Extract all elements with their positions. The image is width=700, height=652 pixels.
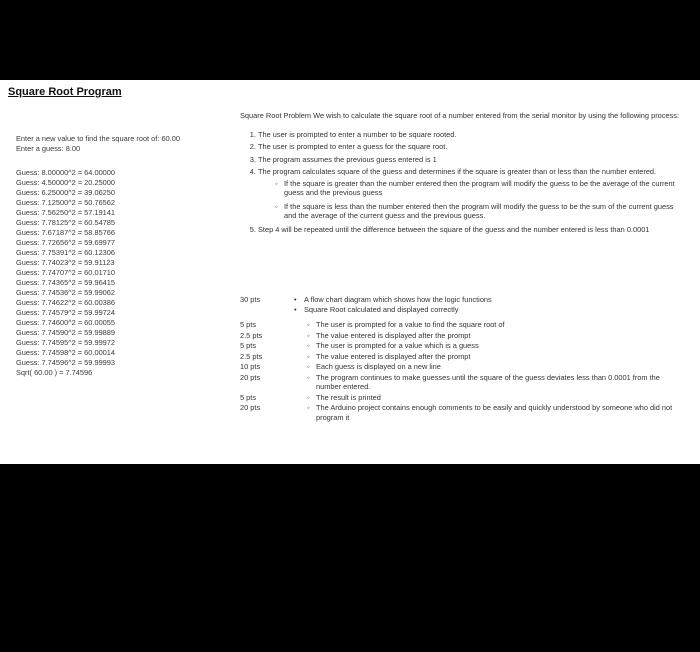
rubric-points: 2.5 pts bbox=[240, 330, 263, 340]
serial-guess-line: Guess: 4.50000^2 = 20.25000 bbox=[16, 178, 116, 187]
rubric-row bbox=[240, 305, 680, 315]
serial-guess-line: Guess: 7.74536^2 = 59.99062 bbox=[16, 288, 116, 297]
serial-guess-line: Guess: 7.74600^2 = 60.00055 bbox=[16, 318, 116, 327]
rubric-points: 2.5 pts bbox=[240, 351, 263, 361]
step-item: 4. The program calculates square of the guess and determines if the square is greater than or less than the number entered. ◦ If the square is greater than the number entered then the program will modify the guess to be the average of the current guess and the previous guess ◦ If the square is less than the number entered then the program will modify the guess to be the sum of the current guess and the average of the current guess and the previous guess. bbox=[258, 167, 680, 221]
rubric-points: 5 pts bbox=[240, 392, 257, 402]
rubric-row bbox=[240, 331, 680, 341]
serial-guess-line: Guess: 7.74596^2 = 59.99993 bbox=[16, 358, 116, 367]
rubric-criterion: ◦ The program continues to make guesses until the square of the guess deviates less than 0.0001 from the number entered. bbox=[290, 373, 680, 392]
step-item: 2. The user is prompted to enter a guess for the square root. bbox=[258, 142, 680, 152]
problem-intro: Square Root Problem We wish to calculate the square root of a number entered from the serial monitor by using the following process: bbox=[240, 111, 680, 120]
rubric-points: 10 pts bbox=[240, 362, 261, 371]
serial-guess-line: Guess: 7.74579^2 = 59.99724 bbox=[16, 308, 116, 317]
step-4-subitems bbox=[258, 179, 680, 221]
problem-statement bbox=[240, 111, 680, 237]
rubric-row bbox=[240, 403, 680, 422]
serial-prompt: Enter a guess: 8.00 bbox=[16, 144, 81, 153]
rubric-points: 5 pts bbox=[240, 341, 257, 350]
rubric-criterion: ◦ The value entered is displayed after the prompt bbox=[290, 331, 680, 341]
serial-result: Sqrt( 60.00 ) = 7.74596 bbox=[16, 368, 93, 377]
serial-guess-line: Guess: 7.74590^2 = 59.99889 bbox=[16, 328, 116, 337]
rubric-criterion: • Square Root calculated and displayed correctly bbox=[290, 305, 680, 315]
serial-guess-line: Guess: 7.74707^2 = 60.01710 bbox=[16, 268, 116, 277]
rubric-criterion: ◦ The value entered is displayed after the prompt bbox=[290, 352, 680, 362]
serial-guess-line: Guess: 7.56250^2 = 57.19141 bbox=[16, 208, 116, 217]
rubric-points: 20 pts bbox=[240, 372, 261, 382]
sub-step-item: ◦ If the square is less than the number entered then the program will modify the guess to be the sum of the current guess and the average of the current guess and the previous guess. bbox=[284, 202, 680, 221]
grading-rubric bbox=[240, 295, 680, 423]
rubric-row bbox=[240, 341, 680, 351]
rubric-points: 20 pts bbox=[240, 403, 261, 412]
rubric-criterion: ◦ Each guess is displayed on a new line bbox=[290, 362, 680, 372]
sub-step-item: ◦ If the square is greater than the number entered then the program will modify the guess to be the average of the current guess and the previous guess bbox=[284, 179, 680, 198]
rubric-row bbox=[240, 393, 680, 403]
step-item: 1. The user is prompted to enter a number to be square rooted. bbox=[258, 130, 680, 140]
serial-guess-line: Guess: 6.25000^2 = 39.06250 bbox=[16, 188, 116, 197]
rubric-row bbox=[240, 295, 680, 305]
serial-monitor-output bbox=[16, 134, 180, 378]
step-item: 5. Step 4 will be repeated until the difference between the square of the guess and the number entered is less than 0.0001 bbox=[258, 225, 680, 235]
serial-guess-line: Guess: 7.74365^2 = 59.96415 bbox=[16, 278, 116, 287]
rubric-row bbox=[240, 362, 680, 372]
serial-guess-line: Guess: 7.74622^2 = 60.00386 bbox=[16, 298, 116, 307]
serial-guess-line: Guess: 7.67187^2 = 58.85766 bbox=[16, 228, 116, 237]
rubric-row bbox=[240, 352, 680, 362]
rubric-criterion: ◦ The result is printed bbox=[290, 393, 680, 403]
rubric-criterion: ◦ The Arduino project contains enough comments to be easily and quickly understood by someone who did not program it bbox=[290, 403, 680, 422]
rubric-points: 30 pts bbox=[240, 295, 261, 304]
step-item: 3. The program assumes the previous guess entered is 1 bbox=[258, 155, 680, 165]
serial-guess-line: Guess: 7.12500^2 = 50.76562 bbox=[16, 198, 116, 207]
page-title: Square Root Program bbox=[8, 86, 122, 98]
serial-guess-line: Guess: 7.72656^2 = 59.69977 bbox=[16, 238, 116, 247]
rubric-points: 5 pts bbox=[240, 320, 257, 329]
document-sheet bbox=[0, 80, 700, 464]
serial-guess-line: Guess: 7.74598^2 = 60.00014 bbox=[16, 348, 116, 357]
rubric-row bbox=[240, 373, 680, 392]
rubric-points bbox=[240, 305, 290, 315]
serial-guess-line: Guess: 7.74023^2 = 59.91123 bbox=[16, 258, 115, 267]
rubric-criterion: • A flow chart diagram which shows how the logic functions bbox=[290, 295, 680, 305]
serial-guess-line: Guess: 7.78125^2 = 60.54785 bbox=[16, 218, 116, 227]
rubric-criterion: ◦ The user is prompted for a value which is a guess bbox=[290, 341, 680, 351]
rubric-row bbox=[240, 320, 680, 330]
serial-guess-line: Guess: 7.75391^2 = 60.12306 bbox=[16, 248, 116, 257]
rubric-criterion: ◦ The user is prompted for a value to find the square root of bbox=[290, 320, 680, 330]
serial-prompt: Enter a new value to find the square root of: 60.00 bbox=[16, 134, 180, 143]
serial-guess-line: Guess: 7.74595^2 = 59.99972 bbox=[16, 338, 116, 347]
process-steps bbox=[240, 130, 680, 235]
serial-guess-line: Guess: 8.00000^2 = 64.00000 bbox=[16, 168, 116, 177]
